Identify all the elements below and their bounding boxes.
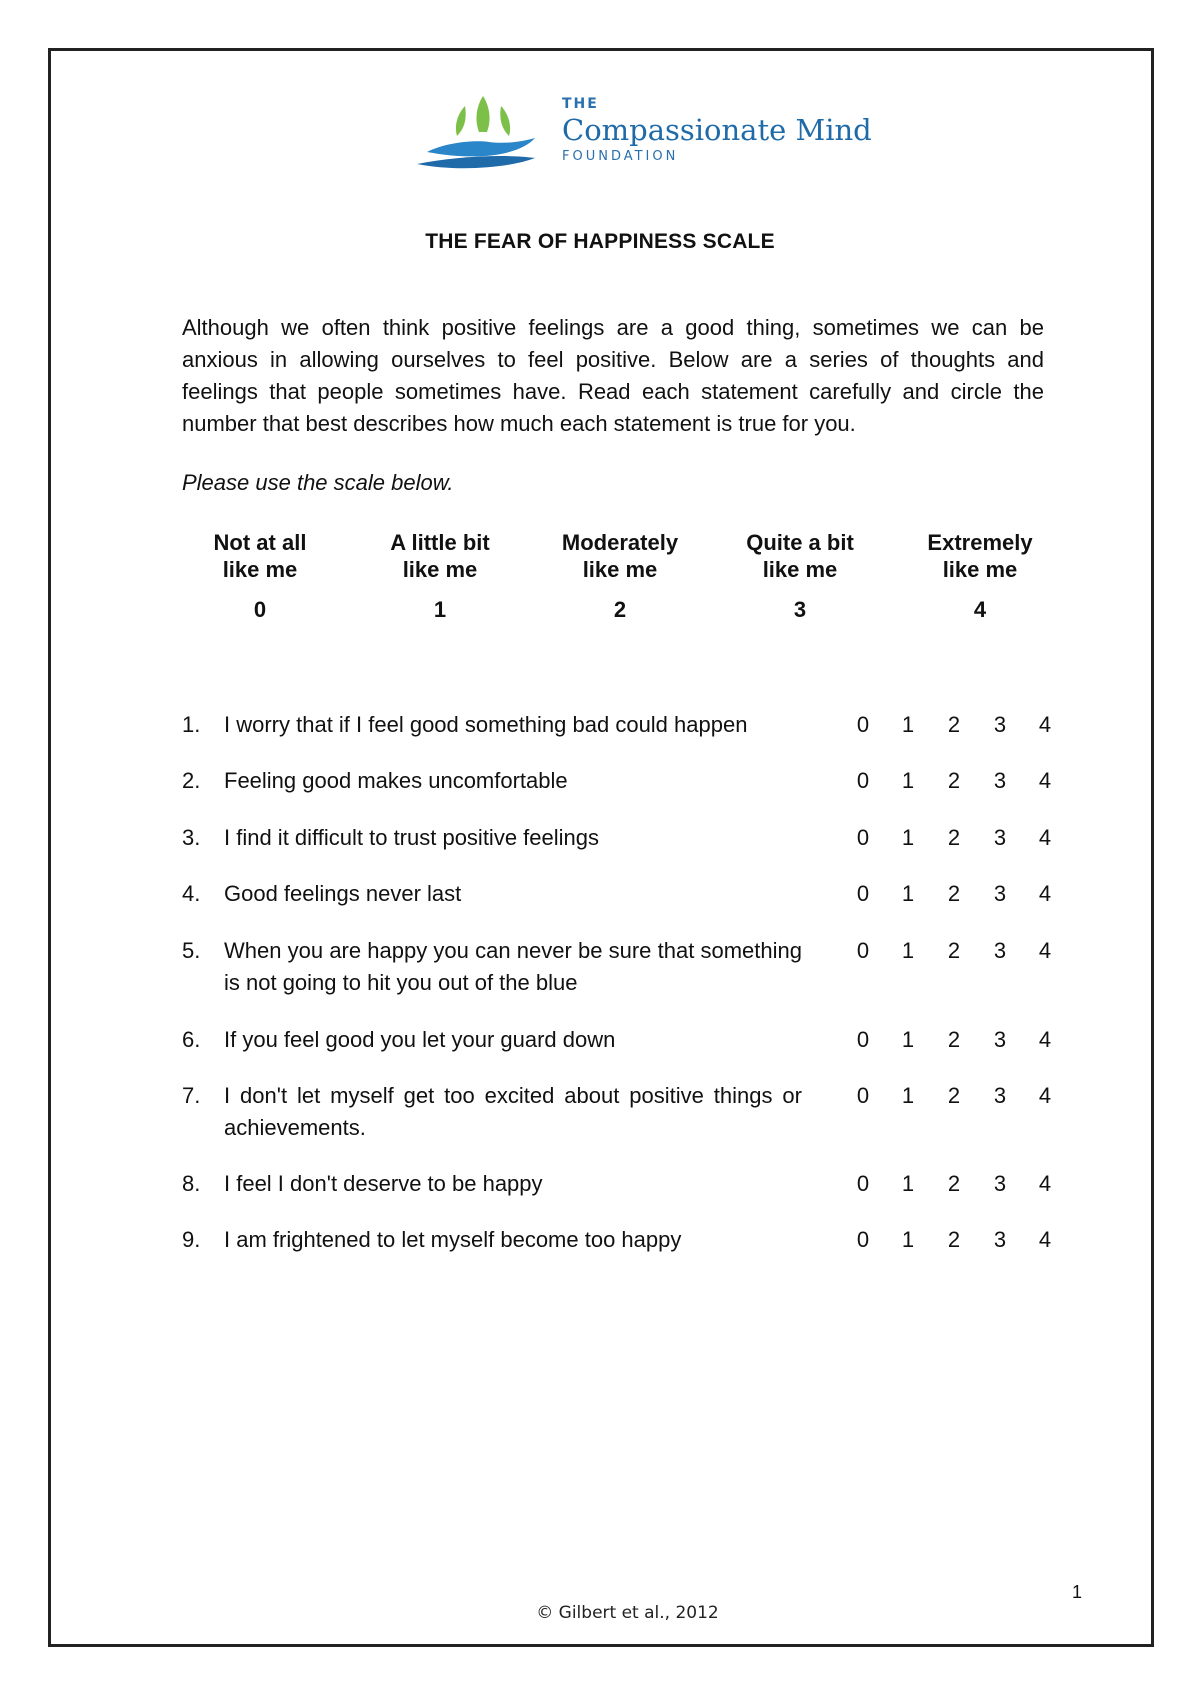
scale-value: 1 (433, 597, 447, 622)
question-text: I am frightened to let myself become too happy (224, 1227, 682, 1252)
answer-option-3[interactable]: 3 (993, 825, 1007, 850)
answer-option-2[interactable]: 2 (947, 768, 961, 793)
scale-label-line1: A little bit (390, 530, 490, 555)
answer-option-3[interactable]: 3 (993, 938, 1007, 963)
question-number: 6. (182, 1027, 201, 1052)
answer-option-1[interactable]: 1 (901, 938, 915, 963)
answer-option-3[interactable]: 3 (993, 768, 1007, 793)
scale-label-line1: Extremely (927, 530, 1033, 555)
answer-option-2[interactable]: 2 (947, 1083, 961, 1108)
answer-option-0[interactable]: 0 (856, 881, 870, 906)
answer-option-1[interactable]: 1 (901, 1171, 915, 1196)
question-text: I don't let myself get too excited about positive things or achievements. (224, 1083, 802, 1140)
answer-option-2[interactable]: 2 (947, 1227, 961, 1252)
answer-option-1[interactable]: 1 (901, 1227, 915, 1252)
scale-label-line1: Quite a bit (746, 530, 854, 555)
scale-value: 4 (973, 597, 987, 622)
scale-label-line1: Not at all (213, 530, 307, 555)
question-number: 9. (182, 1227, 201, 1252)
lotus-icon (417, 94, 552, 174)
answer-option-4[interactable]: 4 (1038, 1227, 1052, 1252)
question-text: I feel I don't deserve to be happy (224, 1171, 543, 1196)
answer-option-0[interactable]: 0 (856, 825, 870, 850)
answer-option-4[interactable]: 4 (1038, 881, 1052, 906)
answer-option-3[interactable]: 3 (993, 1083, 1007, 1108)
question-number: 4. (182, 881, 201, 906)
answer-option-4[interactable]: 4 (1038, 825, 1052, 850)
copyright-footer: © Gilbert et al., 2012 (536, 1603, 719, 1623)
question-number: 1. (182, 712, 201, 737)
answer-option-1[interactable]: 1 (901, 712, 915, 737)
question-text: Good feelings never last (224, 881, 462, 906)
answer-option-3[interactable]: 3 (993, 1027, 1007, 1052)
scale-option-0 (170, 529, 350, 623)
answer-option-0[interactable]: 0 (856, 768, 870, 793)
answer-option-0[interactable]: 0 (856, 1027, 870, 1052)
scale-label-line2: like me (582, 557, 658, 582)
answer-option-0[interactable]: 0 (856, 1083, 870, 1108)
question-text: Feeling good makes uncomfortable (224, 768, 568, 793)
answer-option-3[interactable]: 3 (993, 1227, 1007, 1252)
answer-option-2[interactable]: 2 (947, 1171, 961, 1196)
question-text: I worry that if I feel good something bad could happen (224, 712, 748, 737)
scale-title: THE FEAR OF HAPPINESS SCALE (425, 230, 775, 253)
scale-instruction: Please use the scale below. (182, 470, 454, 495)
answer-option-0[interactable]: 0 (856, 1171, 870, 1196)
answer-option-3[interactable]: 3 (993, 881, 1007, 906)
answer-option-2[interactable]: 2 (947, 825, 961, 850)
question-text: I find it difficult to trust positive feelings (224, 825, 599, 850)
answer-option-2[interactable]: 2 (947, 881, 961, 906)
scale-label-line2: like me (942, 557, 1018, 582)
page-number: 1 (1072, 1582, 1083, 1602)
answer-option-0[interactable]: 0 (856, 1227, 870, 1252)
intro-paragraph: Although we often think positive feelings are a good thing, sometimes we can be anxious in allowing ourselves to feel positive. Below are a series of thoughts and feelings that people sometimes have. Read each statement carefully and circle the number that best describes how much each statement is true for you. (182, 315, 1044, 436)
answer-option-4[interactable]: 4 (1038, 1171, 1052, 1196)
answer-option-2[interactable]: 2 (947, 938, 961, 963)
scale-label-line1: Moderately (561, 530, 679, 555)
answer-option-4[interactable]: 4 (1038, 1083, 1052, 1108)
answer-option-4[interactable]: 4 (1038, 1027, 1052, 1052)
logo-foundation-text: FOUNDATION (562, 149, 679, 164)
question-number: 3. (182, 825, 201, 850)
question-text: When you are happy you can never be sure that something is not going to hit you out of the blue (224, 938, 802, 995)
answer-option-3[interactable]: 3 (993, 712, 1007, 737)
scale-label-line2: like me (762, 557, 838, 582)
scale-value: 2 (613, 597, 627, 622)
answer-option-1[interactable]: 1 (901, 768, 915, 793)
scale-option-2 (530, 529, 710, 623)
question-text: If you feel good you let your guard down (224, 1027, 616, 1052)
answer-option-1[interactable]: 1 (901, 1027, 915, 1052)
question-number: 8. (182, 1171, 201, 1196)
scale-label-line2: like me (222, 557, 298, 582)
logo-name-text: Compassionate Mind (562, 113, 872, 147)
answer-option-0[interactable]: 0 (856, 938, 870, 963)
foundation-logo (417, 88, 872, 178)
logo-the-text: THE (562, 96, 599, 112)
question-number: 2. (182, 768, 201, 793)
question-number: 5. (182, 938, 201, 963)
scale-option-4 (890, 529, 1070, 623)
answer-option-2[interactable]: 2 (947, 1027, 961, 1052)
answer-option-4[interactable]: 4 (1038, 938, 1052, 963)
answer-option-4[interactable]: 4 (1038, 712, 1052, 737)
scale-value: 3 (793, 597, 807, 622)
scale-option-1 (350, 529, 530, 623)
scale-value: 0 (253, 597, 267, 622)
answer-option-1[interactable]: 1 (901, 825, 915, 850)
scale-label-line2: like me (402, 557, 478, 582)
answer-option-3[interactable]: 3 (993, 1171, 1007, 1196)
scale-option-3 (710, 529, 890, 623)
answer-option-0[interactable]: 0 (856, 712, 870, 737)
question-number: 7. (182, 1083, 201, 1108)
answer-option-1[interactable]: 1 (901, 881, 915, 906)
answer-option-2[interactable]: 2 (947, 712, 961, 737)
answer-option-4[interactable]: 4 (1038, 768, 1052, 793)
answer-option-1[interactable]: 1 (901, 1083, 915, 1108)
